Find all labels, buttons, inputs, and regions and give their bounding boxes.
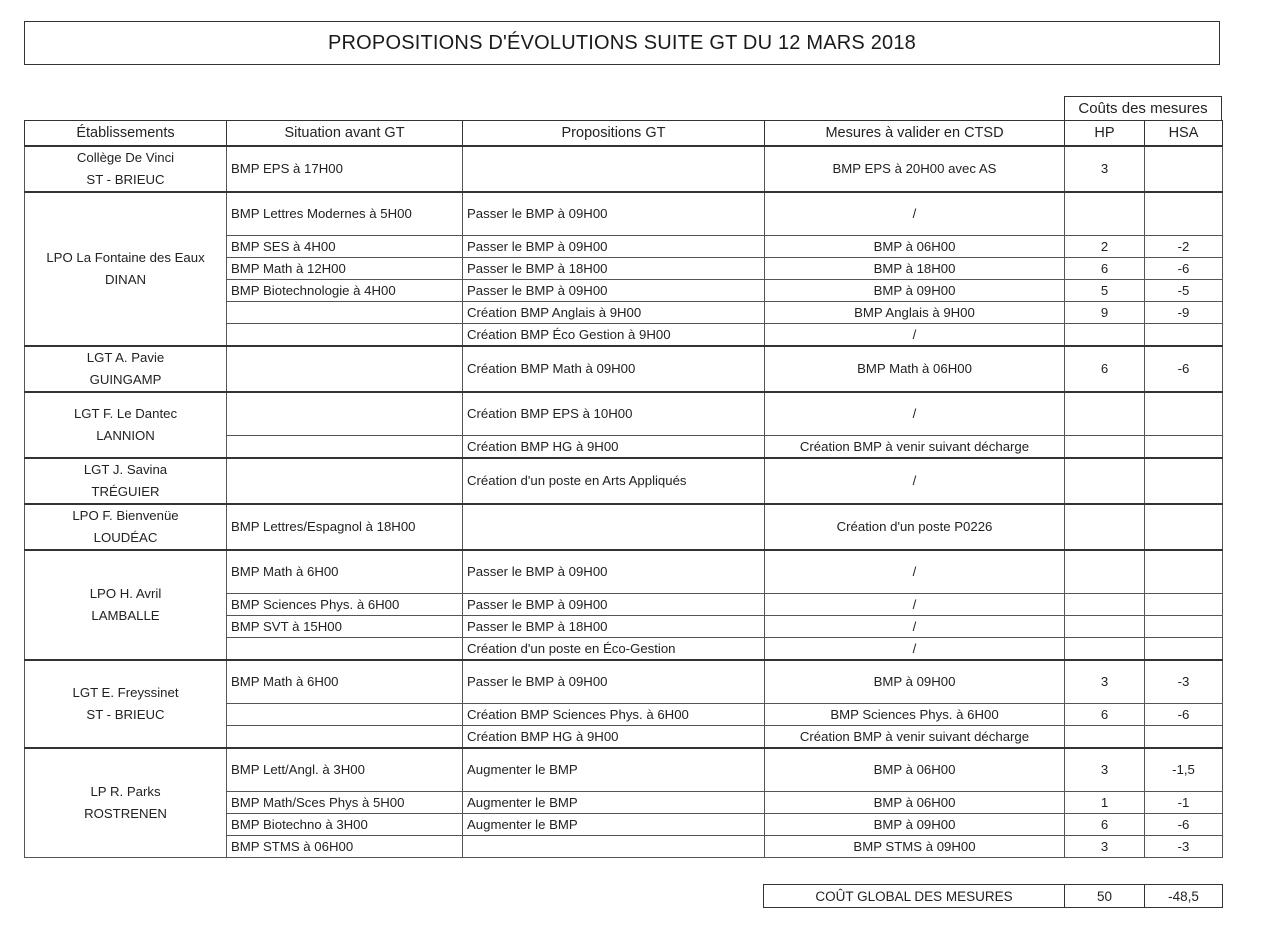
situation-cell: BMP Math à 6H00 — [227, 660, 463, 704]
hp-cell: 1 — [1065, 792, 1145, 814]
hp-cell: 9 — [1065, 302, 1145, 324]
table-row — [25, 346, 1223, 392]
proposition-cell: Passer le BMP à 18H00 — [463, 258, 765, 280]
hsa-cell — [1145, 594, 1223, 616]
establishment-name: Collège De Vinci — [76, 149, 175, 165]
measures-table — [24, 120, 1223, 858]
situation-cell: BMP SVT à 15H00 — [227, 616, 463, 638]
table-row — [25, 458, 1223, 504]
hp-cell — [1065, 436, 1145, 458]
establishment-city: DINAN — [104, 271, 147, 287]
establishment-name: LPO La Fontaine des Eaux — [46, 249, 205, 265]
mesure-cell: BMP à 06H00 — [765, 236, 1065, 258]
hsa-cell — [1145, 392, 1223, 436]
hsa-cell: -2 — [1145, 236, 1223, 258]
mesure-cell: BMP à 09H00 — [765, 814, 1065, 836]
hsa-cell: -6 — [1145, 814, 1223, 836]
table-row — [25, 504, 1223, 550]
table-row — [25, 550, 1223, 594]
mesure-cell: / — [765, 594, 1065, 616]
situation-cell — [227, 392, 463, 436]
proposition-cell — [463, 504, 765, 550]
costs-header: Coûts des mesures — [1064, 96, 1222, 120]
mesure-cell: BMP EPS à 20H00 avec AS — [765, 146, 1065, 192]
establishment-city: GUINGAMP — [89, 371, 162, 387]
mesure-cell: / — [765, 616, 1065, 638]
mesure-cell: / — [765, 192, 1065, 236]
situation-cell: BMP Lett/Angl. à 3H00 — [227, 748, 463, 792]
hp-cell — [1065, 594, 1145, 616]
proposition-cell: Passer le BMP à 09H00 — [463, 236, 765, 258]
situation-cell — [227, 346, 463, 392]
total-hsa: -48,5 — [1145, 885, 1223, 908]
hsa-cell — [1145, 458, 1223, 504]
proposition-cell: Passer le BMP à 09H00 — [463, 192, 765, 236]
situation-cell: BMP Math à 12H00 — [227, 258, 463, 280]
hp-cell — [1065, 504, 1145, 550]
situation-cell — [227, 324, 463, 346]
establishment-cell — [25, 392, 227, 458]
hsa-cell: -9 — [1145, 302, 1223, 324]
proposition-cell: Création d'un poste en Éco-Gestion — [463, 638, 765, 660]
hp-cell — [1065, 392, 1145, 436]
proposition-cell: Création BMP HG à 9H00 — [463, 726, 765, 748]
situation-cell: BMP EPS à 17H00 — [227, 146, 463, 192]
hp-cell: 3 — [1065, 836, 1145, 858]
proposition-cell: Création BMP Éco Gestion à 9H00 — [463, 324, 765, 346]
mesure-cell: BMP STMS à 09H00 — [765, 836, 1065, 858]
proposition-cell: Création d'un poste en Arts Appliqués — [463, 458, 765, 504]
mesure-cell: BMP à 09H00 — [765, 660, 1065, 704]
establishment-name: LGT J. Savina — [83, 461, 168, 477]
situation-cell — [227, 458, 463, 504]
establishment-cell — [25, 192, 227, 346]
proposition-cell: Création BMP Sciences Phys. à 6H00 — [463, 704, 765, 726]
hsa-cell — [1145, 324, 1223, 346]
situation-cell — [227, 436, 463, 458]
situation-cell: BMP Sciences Phys. à 6H00 — [227, 594, 463, 616]
establishment-name: LP R. Parks — [90, 783, 161, 799]
situation-cell — [227, 704, 463, 726]
establishment-cell — [25, 748, 227, 858]
proposition-cell: Création BMP EPS à 10H00 — [463, 392, 765, 436]
establishment-cell — [25, 504, 227, 550]
situation-cell: BMP Math/Sces Phys à 5H00 — [227, 792, 463, 814]
hp-cell: 3 — [1065, 660, 1145, 704]
situation-cell: BMP Biotechno à 3H00 — [227, 814, 463, 836]
hp-cell: 3 — [1065, 146, 1145, 192]
hp-cell: 6 — [1065, 704, 1145, 726]
column-header: Mesures à valider en CTSD — [765, 121, 1065, 146]
table-row — [25, 748, 1223, 792]
hsa-cell — [1145, 436, 1223, 458]
table-row — [25, 192, 1223, 236]
establishment-city: LOUDÉAC — [93, 529, 158, 545]
situation-cell: BMP STMS à 06H00 — [227, 836, 463, 858]
establishment-cell — [25, 660, 227, 748]
mesure-cell: / — [765, 392, 1065, 436]
hp-cell — [1065, 726, 1145, 748]
proposition-cell: Création BMP Math à 09H00 — [463, 346, 765, 392]
mesure-cell: Création BMP à venir suivant décharge — [765, 726, 1065, 748]
hsa-cell: -6 — [1145, 346, 1223, 392]
hp-cell: 2 — [1065, 236, 1145, 258]
table-header-row — [25, 121, 1223, 146]
establishment-city: LANNION — [96, 427, 155, 443]
establishment-name: LPO H. Avril — [89, 585, 162, 601]
mesure-cell: BMP à 09H00 — [765, 280, 1065, 302]
column-header: Situation avant GT — [227, 121, 463, 146]
hsa-cell — [1145, 146, 1223, 192]
column-header: Propositions GT — [463, 121, 765, 146]
hp-cell — [1065, 550, 1145, 594]
establishment-city: ST - BRIEUC — [86, 706, 165, 722]
table-body — [25, 146, 1223, 858]
establishment-city: LAMBALLE — [91, 607, 160, 623]
proposition-cell: Création BMP Anglais à 9H00 — [463, 302, 765, 324]
establishment-city: ST - BRIEUC — [86, 171, 165, 187]
establishment-city: TRÉGUIER — [91, 483, 160, 499]
total-row — [764, 885, 1223, 908]
hp-cell: 5 — [1065, 280, 1145, 302]
hp-cell — [1065, 458, 1145, 504]
mesure-cell: / — [765, 458, 1065, 504]
establishment-cell — [25, 346, 227, 392]
hp-cell — [1065, 616, 1145, 638]
table-row — [25, 660, 1223, 704]
table-row — [25, 392, 1223, 436]
establishment-name: LPO F. Bienvenüe — [72, 507, 179, 523]
situation-cell: BMP Lettres/Espagnol à 18H00 — [227, 504, 463, 550]
proposition-cell: Augmenter le BMP — [463, 748, 765, 792]
hsa-cell — [1145, 504, 1223, 550]
mesure-cell: BMP à 06H00 — [765, 792, 1065, 814]
situation-cell — [227, 302, 463, 324]
establishment-city: ROSTRENEN — [84, 805, 167, 821]
establishment-cell — [25, 146, 227, 192]
proposition-cell: Passer le BMP à 09H00 — [463, 660, 765, 704]
proposition-cell: Passer le BMP à 09H00 — [463, 550, 765, 594]
establishment-name: LGT F. Le Dantec — [73, 405, 178, 421]
hsa-cell — [1145, 616, 1223, 638]
situation-cell: BMP Biotechnologie à 4H00 — [227, 280, 463, 302]
column-header: HSA — [1145, 121, 1223, 146]
hsa-cell: -3 — [1145, 660, 1223, 704]
mesure-cell: BMP Math à 06H00 — [765, 346, 1065, 392]
hp-cell: 6 — [1065, 258, 1145, 280]
hsa-cell: -1,5 — [1145, 748, 1223, 792]
proposition-cell — [463, 836, 765, 858]
hsa-cell: -3 — [1145, 836, 1223, 858]
establishment-name: LGT E. Freyssinet — [72, 684, 179, 700]
proposition-cell: Augmenter le BMP — [463, 814, 765, 836]
hsa-cell: -6 — [1145, 258, 1223, 280]
proposition-cell: Passer le BMP à 09H00 — [463, 594, 765, 616]
establishment-name: LGT A. Pavie — [86, 349, 165, 365]
mesure-cell: Création BMP à venir suivant décharge — [765, 436, 1065, 458]
total-label: COÛT GLOBAL DES MESURES — [764, 885, 1065, 908]
table-row — [25, 146, 1223, 192]
hsa-cell: -5 — [1145, 280, 1223, 302]
hsa-cell — [1145, 192, 1223, 236]
total-table — [763, 884, 1223, 908]
hp-cell — [1065, 192, 1145, 236]
hsa-cell: -6 — [1145, 704, 1223, 726]
mesure-cell: Création d'un poste P0226 — [765, 504, 1065, 550]
proposition-cell — [463, 146, 765, 192]
proposition-cell: Passer le BMP à 18H00 — [463, 616, 765, 638]
mesure-cell: BMP à 18H00 — [765, 258, 1065, 280]
situation-cell: BMP Math à 6H00 — [227, 550, 463, 594]
situation-cell — [227, 726, 463, 748]
hp-cell: 3 — [1065, 748, 1145, 792]
mesure-cell: BMP Anglais à 9H00 — [765, 302, 1065, 324]
establishment-cell — [25, 458, 227, 504]
establishment-cell — [25, 550, 227, 660]
situation-cell — [227, 638, 463, 660]
proposition-cell: Création BMP HG à 9H00 — [463, 436, 765, 458]
column-header: Établissements — [25, 121, 227, 146]
hsa-cell: -1 — [1145, 792, 1223, 814]
proposition-cell: Augmenter le BMP — [463, 792, 765, 814]
hsa-cell — [1145, 638, 1223, 660]
proposition-cell: Passer le BMP à 09H00 — [463, 280, 765, 302]
mesure-cell: / — [765, 638, 1065, 660]
hsa-cell — [1145, 550, 1223, 594]
situation-cell: BMP SES à 4H00 — [227, 236, 463, 258]
hp-cell: 6 — [1065, 814, 1145, 836]
hp-cell: 6 — [1065, 346, 1145, 392]
hp-cell — [1065, 324, 1145, 346]
total-hp: 50 — [1065, 885, 1145, 908]
hp-cell — [1065, 638, 1145, 660]
page-title: PROPOSITIONS D'ÉVOLUTIONS SUITE GT DU 12 MARS 2018 — [24, 21, 1220, 65]
mesure-cell: / — [765, 324, 1065, 346]
hsa-cell — [1145, 726, 1223, 748]
column-header: HP — [1065, 121, 1145, 146]
situation-cell: BMP Lettres Modernes à 5H00 — [227, 192, 463, 236]
mesure-cell: / — [765, 550, 1065, 594]
mesure-cell: BMP Sciences Phys. à 6H00 — [765, 704, 1065, 726]
mesure-cell: BMP à 06H00 — [765, 748, 1065, 792]
